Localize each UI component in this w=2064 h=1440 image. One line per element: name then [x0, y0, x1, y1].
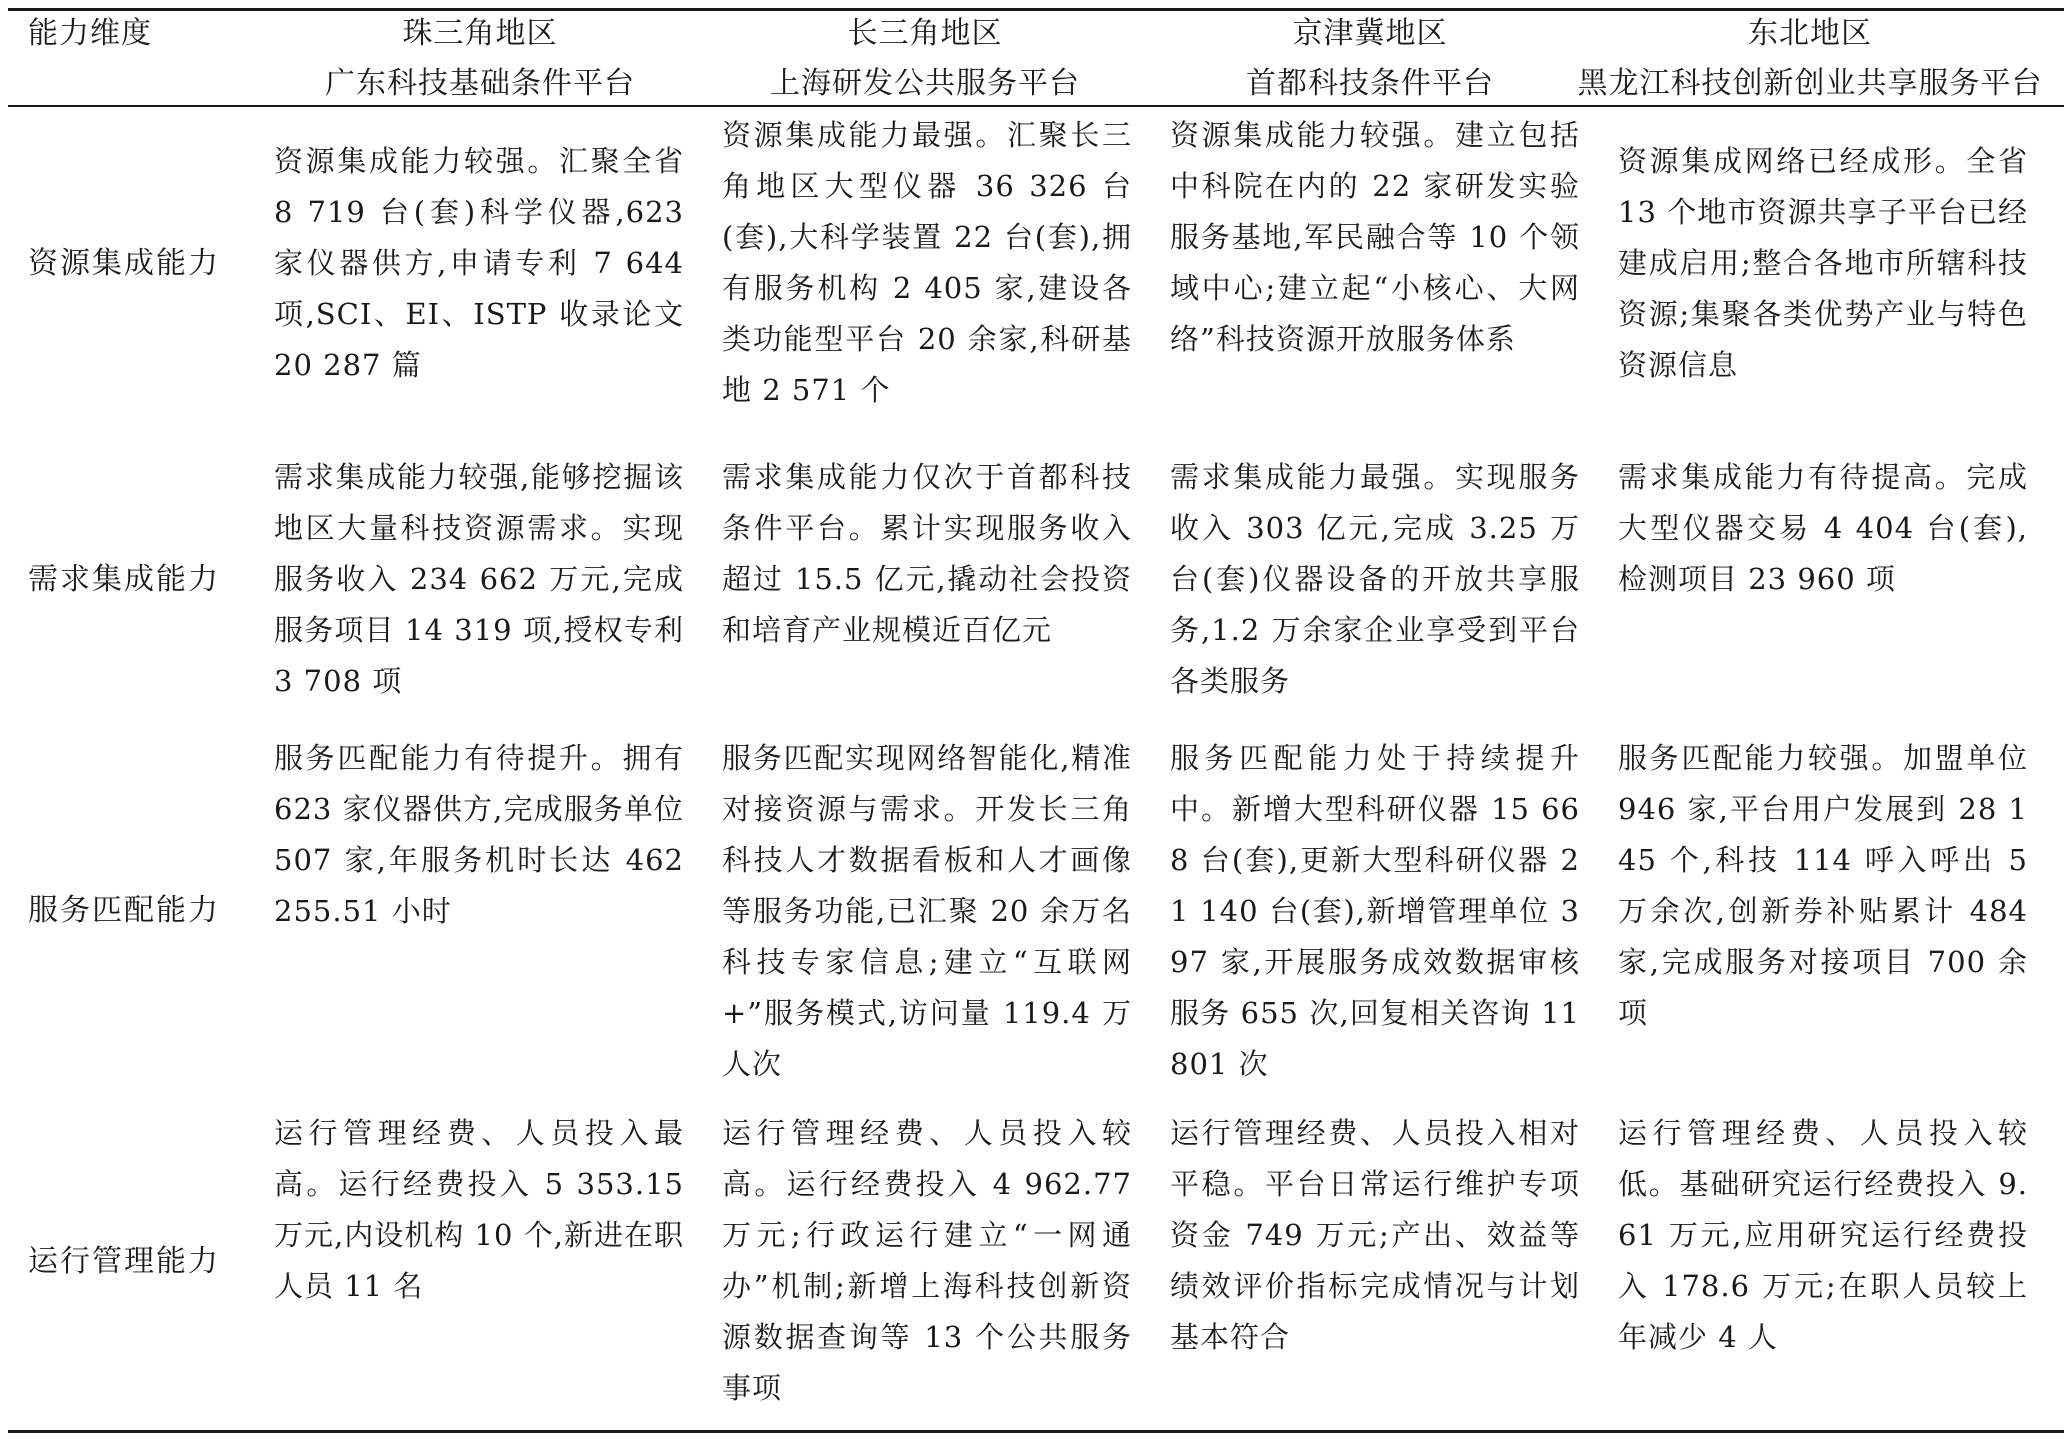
header-platform-name: 首都科技条件平台	[1246, 66, 1494, 101]
table-cell: 资源集成网络已经成形。全省 13 个地市资源共享子平台已经建成启用;整合各地市所辖科技资源;集聚各类优势产业与特色资源信息	[1618, 144, 2028, 382]
row-dimension-service: 服务匹配能力	[28, 893, 220, 928]
table-cell: 运行管理经费、人员投入较高。运行经费投入 4 962.77 万元;行政运行建立“一网通办”机制;新增上海科技创新资源数据查询等 13 个公共服务事项	[722, 1116, 1132, 1405]
table-cell: 服务匹配能力处于持续提升中。新增大型科研仪器 15 668 台(套),更新大型科研仪器 21 140 台(套),新增管理单位 397 家,开展服务成效数据审核服务 655 次,回复相关咨询 11 801 次	[1170, 741, 1580, 1081]
table-cell: 运行管理经费、人员投入最高。运行经费投入 5 353.15 万元,内设机构 10 个,新进在职人员 11 名	[274, 1116, 684, 1303]
table-cell: 需求集成能力有待提高。完成大型仪器交易 4 404 台(套),检测项目 23 960 项	[1618, 460, 2028, 596]
header-region-2	[700, 14, 1150, 104]
header-region-name: 东北地区	[1748, 16, 1872, 51]
row-dimension-operation: 运行管理能力	[28, 1244, 220, 1279]
table-cell: 运行管理经费、人员投入较低。基础研究运行经费投入 9.61 万元,应用研究运行经费投入 178.6 万元;在职人员较上年减少 4 人	[1618, 1116, 2028, 1354]
row-dimension-demand: 需求集成能力	[28, 562, 220, 597]
table-cell: 资源集成能力最强。汇聚长三角地区大型仪器 36 326 台(套),大科学装置 22 台(套),拥有服务机构 2 405 家,建设各类功能型平台 20 余家,科研基地 2 571 个	[722, 118, 1132, 407]
header-region-name: 京津冀地区	[1292, 16, 1448, 51]
header-platform-name: 上海研发公共服务平台	[770, 66, 1080, 101]
table-cell: 需求集成能力较强,能够挖掘该地区大量科技资源需求。实现服务收入 234 662 万元,完成服务项目 14 319 项,授权专利 3 708 项	[274, 460, 684, 698]
header-region-3	[1150, 14, 1590, 104]
table-cell: 资源集成能力较强。建立包括中科院在内的 22 家研发实验服务基地,军民融合等 10 个领域中心;建立起“小核心、大网络”科技资源开放服务体系	[1170, 118, 1580, 356]
row-dimension-resource: 资源集成能力	[28, 246, 220, 281]
header-region-1	[260, 14, 700, 104]
header-dimension-label: 能力维度	[28, 16, 152, 51]
header-region-name: 珠三角地区	[402, 16, 558, 51]
table-cell: 需求集成能力最强。实现服务收入 303 亿元,完成 3.25 万台(套)仪器设备的开放共享服务,1.2 万余家企业享受到平台各类服务	[1170, 460, 1580, 698]
header-platform-name: 广东科技基础条件平台	[325, 66, 635, 101]
table-rule-bottom	[8, 1430, 2064, 1433]
header-platform-name: 黑龙江科技创新创业共享服务平台	[1577, 66, 2043, 101]
header-dimension	[28, 14, 152, 54]
header-region-name: 长三角地区	[847, 16, 1003, 51]
header-region-4	[1560, 14, 2060, 104]
table-cell: 服务匹配能力有待提升。拥有 623 家仪器供方,完成服务单位 507 家,年服务机时长达 462 255.51 小时	[274, 741, 684, 928]
table-cell: 服务匹配实现网络智能化,精准对接资源与需求。开发长三角科技人才数据看板和人才画像等服务功能,已汇聚 20 余万名科技专家信息;建立“互联网+”服务模式,访问量 119.4 万人次	[722, 741, 1132, 1081]
table-rule-header	[8, 105, 2064, 107]
table-cell: 需求集成能力仅次于首都科技条件平台。累计实现服务收入超过 15.5 亿元,撬动社会投资和培育产业规模近百亿元	[722, 460, 1132, 647]
table-rule-top	[8, 8, 2064, 11]
table-cell: 运行管理经费、人员投入相对平稳。平台日常运行维护专项资金 749 万元;产出、效益等绩效评价指标完成情况与计划基本符合	[1170, 1116, 1580, 1354]
table-cell: 资源集成能力较强。汇聚全省 8 719 台(套)科学仪器,623 家仪器供方,申请专利 7 644 项,SCI、EI、ISTP 收录论文 20 287 篇	[274, 144, 684, 382]
table-cell: 服务匹配能力较强。加盟单位 946 家,平台用户发展到 28 145 个,科技 114 呼入呼出 5 万余次,创新券补贴累计 484 家,完成服务对接项目 700 余项	[1618, 741, 2028, 1030]
